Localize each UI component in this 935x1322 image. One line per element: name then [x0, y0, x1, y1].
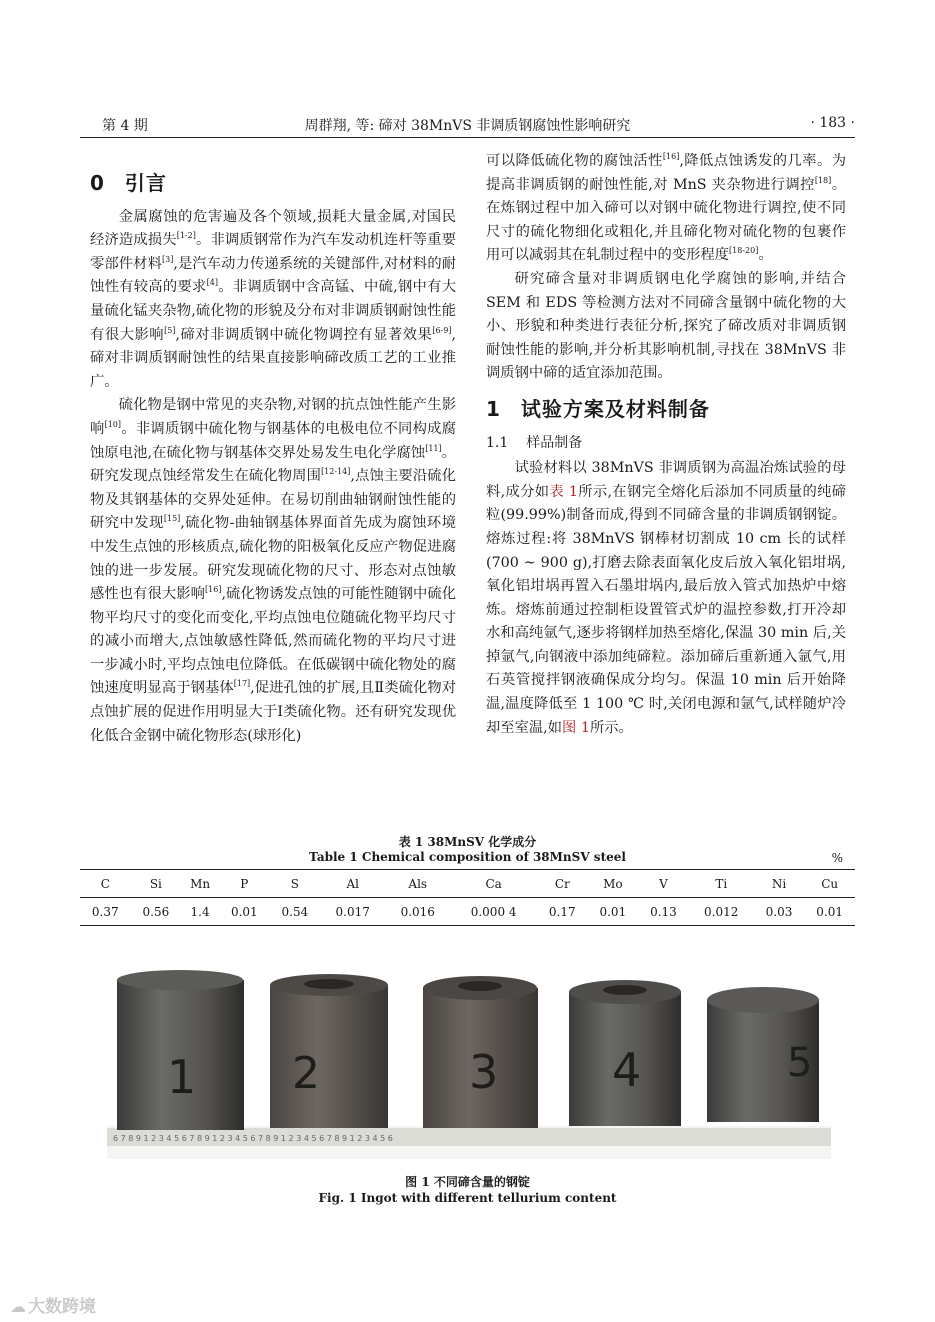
paragraph-text: ,降低点蚀诱发的几率。为提高非调质钢的耐蚀性能,对 MnS 夹杂物进行调控: [486, 153, 847, 193]
ingot-1: [117, 970, 244, 1130]
composition-table: [80, 869, 855, 926]
table-cell: 0.012: [704, 904, 739, 919]
table-header-cell: Mn: [181, 870, 219, 898]
table-cell: 0.017: [335, 904, 370, 919]
table-header-row: [80, 870, 855, 898]
section-0-heading: [90, 172, 456, 196]
table-cell: 0.000 4: [470, 904, 517, 919]
citation[interactable]: [16]: [662, 152, 680, 162]
running-header: [80, 113, 855, 137]
ingot-label: 2: [292, 1048, 320, 1099]
ingot-5: [707, 987, 819, 1122]
section-1-heading: [486, 398, 846, 422]
intro-paragraph-2-continued: [486, 150, 846, 268]
intro-paragraph-1: 金属腐蚀的危害遍及各个领域,损耗大量金属,对国民经济造成损失[1-2]。非调质钢常作为汽车发动机连杆等重要零部件材料[3],是汽车动力传递系统的关键部件,对材料的耐蚀性有较高的要求[4]。非调质钢中含高锰、中硫,钢中有大量硫化锰夹杂物,硫化物的形貌及分布对非调质钢耐蚀性能有很大影响[5],碲对非调质钢中硫化物调控有显著效果[6-9],碲对非调质钢耐蚀性的结果直接影响碲改质工艺的工业推广。: [90, 208, 457, 390]
citation[interactable]: [10]: [104, 420, 121, 430]
table-header-cell: S: [270, 870, 321, 898]
section-title: 试验方案及材料制备: [520, 396, 710, 421]
table-header-cell: V: [638, 870, 689, 898]
table-unit: %: [831, 851, 843, 865]
paragraph-text: 。: [758, 247, 773, 264]
figure-caption-en: Fig. 1 Ingot with different tellurium content: [318, 1191, 617, 1205]
running-title: 周群翔, 等: 碲对 38MnVS 非调质钢腐蚀性影响研究: [304, 118, 631, 134]
watermark-text: 大数跨境: [28, 1297, 96, 1317]
ingot-3: [423, 976, 538, 1128]
table-cell: 0.016: [400, 904, 435, 919]
table-cell: 0.01: [230, 904, 258, 919]
citation[interactable]: [18]: [814, 175, 832, 185]
table-header-cell: Ti: [689, 870, 754, 898]
citation[interactable]: [4]: [206, 278, 218, 288]
table-cell: 0.01: [816, 904, 844, 919]
table-cell: 0.01: [599, 904, 627, 919]
citation[interactable]: [17]: [233, 679, 251, 689]
ingot-4: [569, 980, 681, 1126]
table-caption-en: Table 1 Chemical composition of 38MnSV steel: [309, 850, 626, 864]
figure-link[interactable]: 图 1: [562, 719, 590, 736]
method-paragraph-1: 试验材料以 38MnVS 非调质钢为高温冶炼试验的母料,成分如表 1所示,在钢完全熔化后添加不同质量的纯碲粒(99.99%)制备而成,得到不同碲含量的非调质钢钢锭。熔炼过程:将 38MnVS 钢棒材切割成 10 cm 长的试样(700 ~ 900 g),打磨去除表面氧化皮后放入氧化铝坩埚,氧化铝坩埚再置入石墨坩埚内,最后放入管式加热炉中熔炼。熔炼前通过控制柜设置管式炉的温控参数,打开冷却水和高纯氩气,逐步将钢样加热至熔化,保温 30 min 后,关掉氩气,向钢液中添加纯碲粒。添加碲后重新通入氩气,用石英管搅拌钢液确保成分均匀。保温 10 min 后开始降温,温度降低至 1 100 ℃ 时,关闭电源和氩气,试样随炉冷却至室温,如图 1所示。: [486, 460, 847, 736]
subsection-title: 样品制备: [526, 434, 583, 451]
citation[interactable]: [3]: [161, 255, 174, 265]
ruler-scale: 6 7 8 9 1 2 3 4 5 6 7 8 9 1 2 3 4 5 6 7 8 9 1 2 3 4 5 6 7 8 9 1 2 3 4 5 6: [113, 1134, 393, 1143]
table-cell: 0.13: [650, 904, 677, 919]
header-rule: [80, 137, 855, 138]
issue-number: 第 4 期: [102, 118, 148, 134]
ingot-label: 1: [167, 1050, 197, 1104]
ingot-label: 3: [469, 1045, 499, 1099]
table-header-cell: Mo: [588, 870, 639, 898]
table-header-cell: Cu: [804, 870, 855, 898]
cloud-logo-icon: ☁: [10, 1297, 26, 1316]
section-number: 0: [90, 171, 105, 195]
table-cell: 0.17: [548, 904, 576, 919]
intro-paragraph-3: 研究碲含量对非调质钢电化学腐蚀的影响,并结合 SEM 和 EDS 等检测方法对不同碲含量钢中硫化物的大小、形貌和种类进行表征分析,探究了碲改质对非调质钢耐蚀性能的影响,并分析其影响机制,寻找在 38MnVS 非调质钢中碲的适宜添加范围。: [486, 270, 846, 382]
table-link[interactable]: 表 1: [549, 483, 578, 500]
table-header-cell: Si: [131, 870, 182, 898]
ingot-label: 5: [787, 1040, 813, 1086]
table-header-cell: C: [80, 870, 131, 898]
intro-paragraph-2: 硫化物是钢中常见的夹杂物,对钢的抗点蚀性能产生影响[10]。非调质钢中硫化物与钢基体的电极电位不同构成腐蚀原电池,在硫化物与钢基体交界处易发生电化学腐蚀[11]。研究发现点蚀经常发生在硫化物周围[12-14],点蚀主要沿硫化物及其钢基体的交界处延伸。在易切削曲轴钢耐蚀性能的研究中发现[15],硫化物-曲轴钢基体界面首先成为腐蚀环境中发生点蚀的形核质点,硫化物的阳极氧化反应产物促进腐蚀的进一步发展。研究发现硫化物的尺寸、形态对点蚀敏感性也有很大影响[16],硫化物诱发点蚀的可能性随钢中硫化物平均尺寸的变化而变化,平均点蚀电位随硫化物平均尺寸的减小而增大,点蚀敏感性降低,然而硫化物的平均尺寸进一步减小时,平均点蚀电位降低。在低碳钢中硫化物处的腐蚀速度明显高于钢基体[17],促进孔蚀的扩展,且Ⅱ类硫化物对点蚀扩展的促进作用明显大于Ⅰ类硫化物。还有研究发现优化低合金钢中硫化物形态(球形化): [90, 397, 457, 744]
table-header-cell: Ni: [754, 870, 805, 898]
citation[interactable]: [5]: [164, 325, 176, 335]
citation[interactable]: [1-2]: [176, 231, 196, 241]
ingot-label: 4: [612, 1043, 642, 1097]
citation[interactable]: [12-14]: [321, 467, 351, 477]
ingot-photo: [107, 958, 831, 1159]
section-number: 1: [486, 396, 501, 421]
table-cell: 0.56: [142, 904, 170, 919]
left-column: [90, 160, 456, 748]
table-header-cell: Als: [385, 870, 450, 898]
citation[interactable]: [15]: [163, 514, 181, 524]
table-header-cell: Ca: [450, 870, 537, 898]
citation[interactable]: [18-20]: [729, 246, 759, 256]
citation[interactable]: [6-9]: [432, 325, 452, 335]
paragraph-continuation: 可以降低硫化物的腐蚀活性: [486, 153, 663, 169]
table-header-cell: Al: [320, 870, 385, 898]
table-cell: 0.54: [281, 904, 309, 919]
table-header-cell: P: [219, 870, 270, 898]
subsection-1-1-heading: [486, 432, 846, 456]
right-column: [486, 150, 846, 740]
citation[interactable]: [11]: [425, 443, 442, 453]
table-header-cell: Cr: [537, 870, 588, 898]
ingot-2: [270, 974, 388, 1128]
table-row: [80, 898, 855, 926]
page-number: · 183 ·: [810, 115, 855, 131]
watermark: [10, 1292, 96, 1317]
subsection-number: 1.1: [486, 434, 509, 451]
citation[interactable]: [16]: [205, 585, 222, 595]
paragraph-text: 。在炼钢过程中加入碲可以对钢中硫化物进行调控,使不同尺寸的硫化物细化或粗化,并且碲化物对硫化物的包裹作用可以减弱其在轧制过程中的变形程度: [486, 176, 846, 264]
table-caption-cn: 表 1 38MnSV 化学成分: [398, 835, 537, 849]
table-cell: 0.03: [765, 904, 793, 919]
figure-caption-cn: 图 1 不同碲含量的钢锭: [405, 1175, 530, 1189]
table-cell: 1.4: [190, 904, 210, 919]
section-title: 引言: [124, 171, 167, 195]
table-cell: 0.37: [91, 904, 119, 919]
